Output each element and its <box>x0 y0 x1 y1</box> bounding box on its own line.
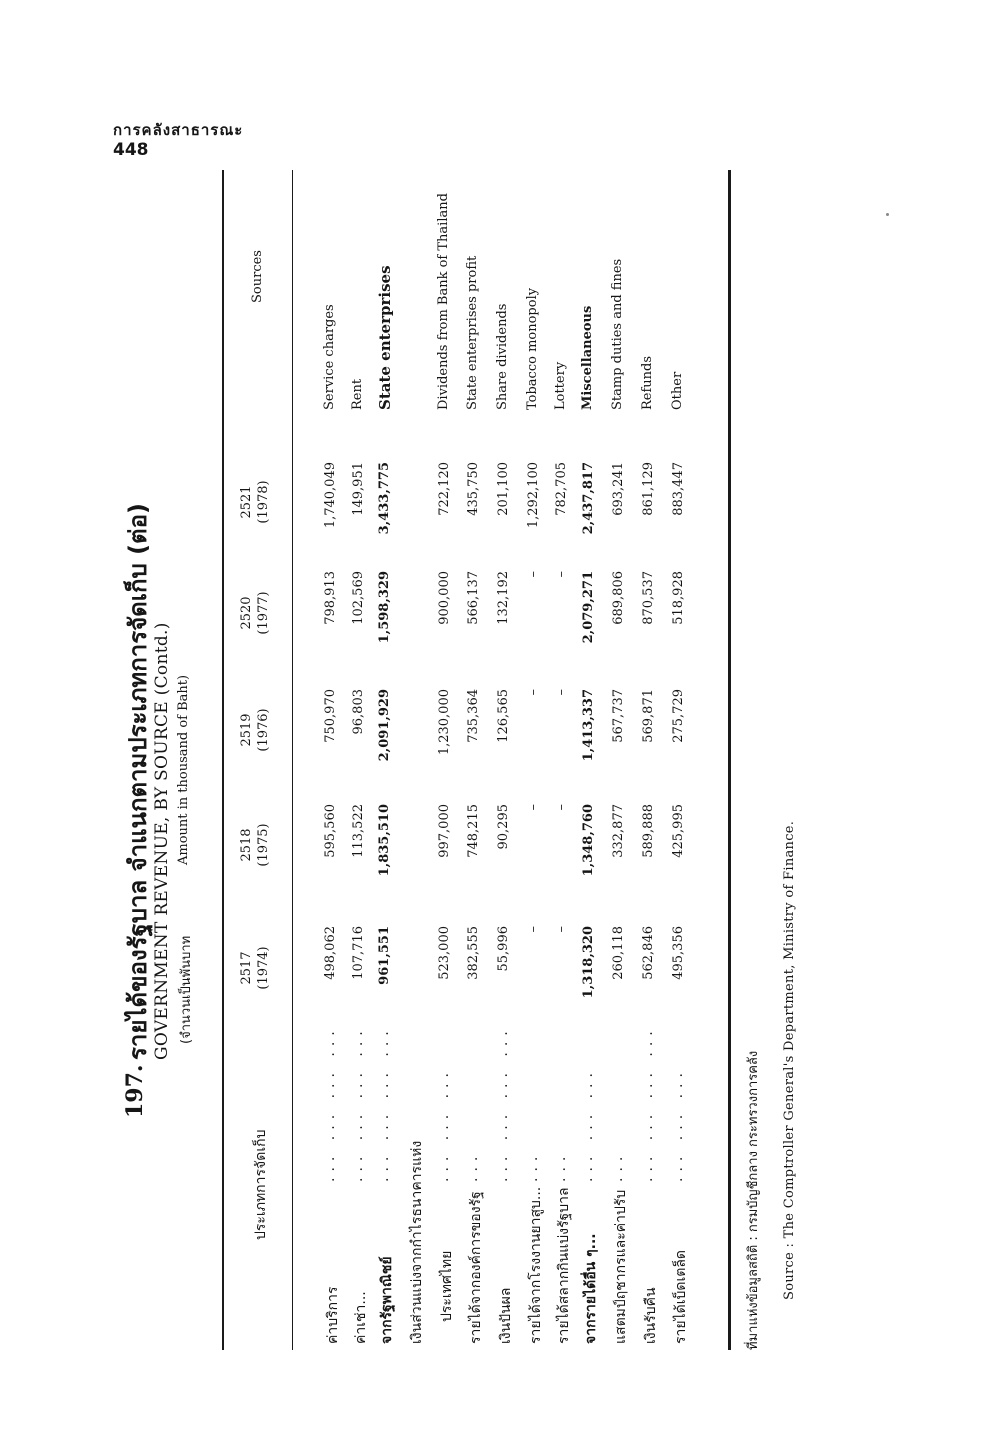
row-label-thai: รายได้จากโรงงานยาสูบ... <box>528 1186 544 1344</box>
table-title-thai: รายได้ของรัฐบาล จำแนกตามประเภทการจัดเก็บ (ต่อ) <box>124 502 152 1060</box>
row-source-english: Miscellaneous <box>580 305 595 410</box>
source-note-thai: ที่มาแห่งข้อมูลสถิติ : กรมบัญชีกลาง กระทรวงการคลัง <box>746 1050 761 1350</box>
value-cell: 495,356 <box>671 926 686 980</box>
source-note-english: Source : The Comptroller General's Department, Ministry of Finance. <box>782 820 797 1300</box>
table-number: 197. <box>122 1064 148 1118</box>
value-cell: 275,729 <box>671 689 686 743</box>
value-cell: 55,996 <box>496 926 511 972</box>
leader-dots: ... <box>610 1150 626 1182</box>
value-cell: – <box>554 926 569 933</box>
header-year-2518: 2518 (1975) <box>239 823 271 867</box>
row-label-thai: จากรายได้อื่น ๆ... <box>583 1233 599 1344</box>
row-source-english: State enterprises profit <box>465 255 480 410</box>
value-cell: 2,091,929 <box>377 689 392 762</box>
value-cell: 567,737 <box>611 689 626 743</box>
row-source-english: Refunds <box>640 355 655 410</box>
row-label-thai: รายได้จากองค์การของรัฐ <box>468 1191 484 1344</box>
header-year-2521: 2521 (1978) <box>239 480 271 524</box>
header-sources: Sources <box>250 250 265 303</box>
value-cell: 518,928 <box>671 571 686 625</box>
value-cell: 900,000 <box>437 571 452 625</box>
leader-dots: ... <box>465 1150 481 1182</box>
leader-dots: ... ... ... ... <box>322 1025 338 1182</box>
page-number: 448 <box>113 140 149 160</box>
value-cell: 566,137 <box>466 571 481 625</box>
row-source-english: State enterprises <box>376 265 394 410</box>
value-cell: 2,079,271 <box>581 571 596 644</box>
value-cell: 961,551 <box>377 926 392 985</box>
value-cell: 1,413,337 <box>581 689 596 762</box>
unit-thai: (จำนวนเป็นพันบาท <box>179 935 194 1044</box>
value-cell: 722,120 <box>437 462 452 516</box>
value-cell: 1,318,320 <box>581 926 596 999</box>
unit-english: Amount in thousand of Baht) <box>176 674 191 865</box>
value-cell: 523,000 <box>437 926 452 980</box>
row-source-english: Service charges <box>322 304 337 410</box>
value-cell: 1,835,510 <box>377 804 392 877</box>
value-cell: 782,705 <box>554 462 569 516</box>
value-cell: 997,000 <box>437 804 452 858</box>
leader-dots: ... ... ... ... <box>350 1025 366 1182</box>
value-cell: 126,565 <box>496 689 511 743</box>
value-cell: – <box>554 804 569 811</box>
value-cell: – <box>554 571 569 578</box>
value-cell: 798,913 <box>323 571 338 625</box>
header-rule <box>292 170 293 1350</box>
value-cell: 149,951 <box>351 462 366 516</box>
leader-dots: ... ... ... ... <box>376 1025 392 1182</box>
row-label-thai: ค่าเช่า... <box>353 1291 369 1344</box>
scan-speck <box>886 213 889 216</box>
value-cell: 425,995 <box>671 804 686 858</box>
bottom-rule <box>728 170 731 1350</box>
value-cell: 90,295 <box>496 804 511 850</box>
value-cell: 2,437,817 <box>581 462 596 535</box>
rotated-table <box>110 150 750 1350</box>
value-cell: 435,750 <box>466 462 481 516</box>
header-year-2520: 2520 (1977) <box>239 591 271 635</box>
leader-dots: ... <box>525 1150 541 1182</box>
header-thai: ประเภทการจัดเก็บ <box>253 1129 269 1240</box>
value-cell: 1,598,329 <box>377 571 392 644</box>
value-cell: – <box>554 689 569 696</box>
value-cell: 1,230,000 <box>437 689 452 756</box>
leader-dots: ... ... ... ... <box>640 1025 656 1182</box>
value-cell: 861,129 <box>641 462 656 516</box>
leader-dots: ... ... ... <box>436 1067 452 1182</box>
row-label-thai: เงินรับคืน <box>643 1287 659 1344</box>
value-cell: 1,348,760 <box>581 804 596 877</box>
value-cell: 260,118 <box>611 926 626 980</box>
running-header-thai: การคลังสาธารณะ <box>113 121 244 139</box>
row-label-thai: แสตมป์ฤชากรและค่าปรับ <box>613 1189 629 1344</box>
value-cell: 569,871 <box>641 689 656 743</box>
leader-dots: ... ... ... <box>580 1067 596 1182</box>
value-cell: 113,522 <box>351 804 366 858</box>
value-cell: 1,740,049 <box>323 462 338 529</box>
row-label-thai: เงินส่วนแบ่งจากกำไรธนาคารแห่ง <box>409 1140 425 1344</box>
value-cell: – <box>526 926 541 933</box>
value-cell: 595,560 <box>323 804 338 858</box>
row-label-thai: ประเทศไทย <box>439 1250 455 1322</box>
leader-dots: ... ... ... ... <box>495 1025 511 1182</box>
leader-dots: ... ... ... <box>670 1067 686 1182</box>
header-year-2519: 2519 (1976) <box>239 708 271 752</box>
value-cell: 883,447 <box>671 462 686 516</box>
value-cell: 589,888 <box>641 804 656 858</box>
row-source-english: Dividends from Bank of Thailand <box>436 193 451 410</box>
row-source-english: Lottery <box>553 361 568 410</box>
row-label-thai: รายได้สลากกินแบ่งรัฐบาล <box>556 1187 572 1344</box>
header-year-2517: 2517 (1974) <box>239 946 271 990</box>
value-cell: – <box>526 804 541 811</box>
top-rule <box>222 170 224 1350</box>
value-cell: 735,364 <box>466 689 481 743</box>
value-cell: – <box>526 571 541 578</box>
value-cell: 201,100 <box>496 462 511 516</box>
row-source-english: Other <box>670 371 685 410</box>
row-source-english: Tobacco monopoly <box>525 287 540 410</box>
leader-dots: ... <box>553 1150 569 1182</box>
row-label-thai: ค่าบริการ <box>325 1286 341 1344</box>
value-cell: 498,062 <box>323 926 338 980</box>
value-cell: 332,877 <box>611 804 626 858</box>
value-cell: 689,806 <box>611 571 626 625</box>
row-source-english: Rent <box>350 378 365 410</box>
row-source-english: Stamp duties and fines <box>610 258 625 410</box>
row-label-thai: เงินปันผล <box>498 1287 514 1344</box>
value-cell: 3,433,775 <box>377 462 392 535</box>
row-source-english: Share dividends <box>495 303 510 410</box>
value-cell: 870,537 <box>641 571 656 625</box>
value-cell: – <box>526 689 541 696</box>
value-cell: 748,215 <box>466 804 481 858</box>
value-cell: 96,803 <box>351 689 366 735</box>
value-cell: 562,846 <box>641 926 656 980</box>
value-cell: 382,555 <box>466 926 481 980</box>
value-cell: 102,569 <box>351 571 366 625</box>
row-label-thai: รายได้เบ็ดเตล็ด <box>673 1249 689 1344</box>
value-cell: 1,292,100 <box>526 462 541 529</box>
value-cell: 750,970 <box>323 689 338 743</box>
value-cell: 132,192 <box>496 571 511 625</box>
table-title-english: GOVERNMENT REVENUE, BY SOURCE (Contd.) <box>152 622 172 1060</box>
row-label-thai: จากรัฐพาณิชย์ <box>379 1256 395 1344</box>
value-cell: 107,716 <box>351 926 366 980</box>
value-cell: 693,241 <box>611 462 626 516</box>
